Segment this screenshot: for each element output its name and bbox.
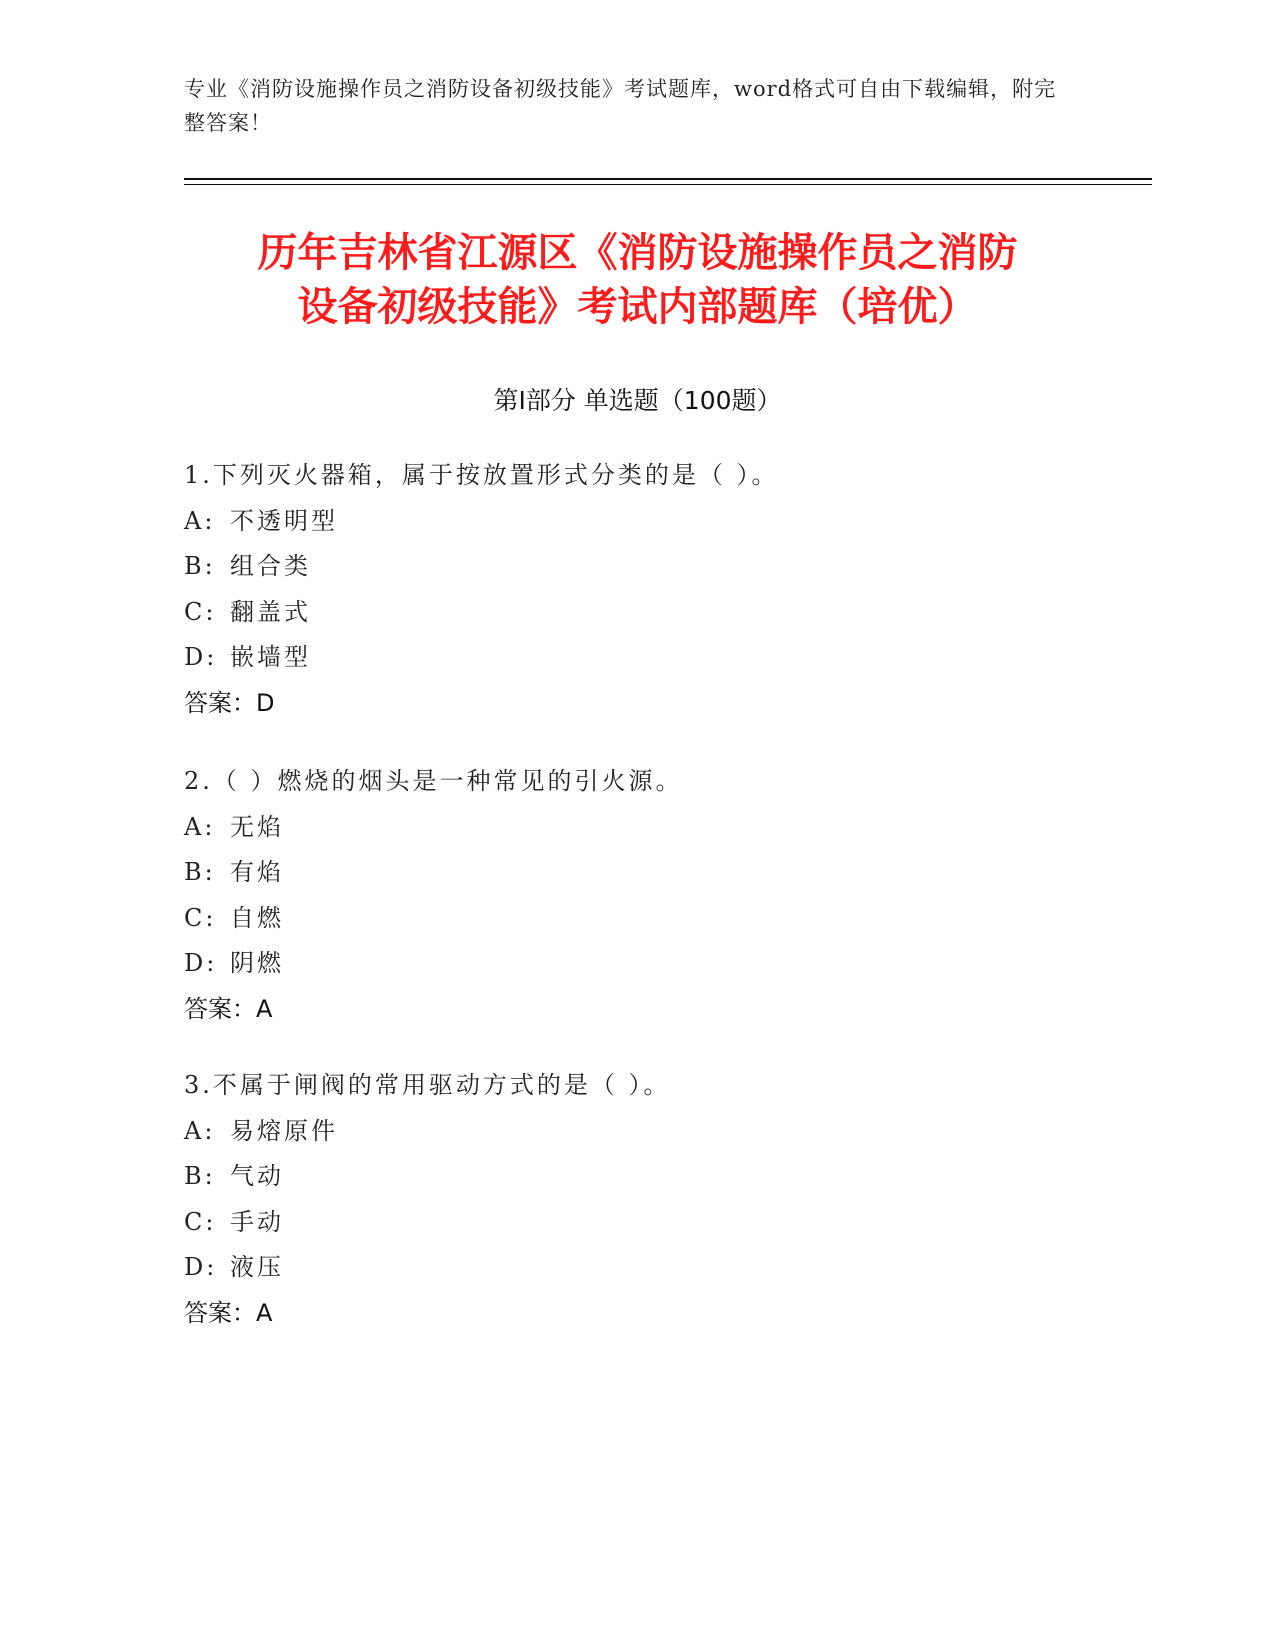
question-2: [184, 759, 1144, 1032]
option-letter: D:: [184, 643, 218, 671]
option-text: 阴燃: [230, 949, 284, 977]
option-d: [184, 941, 1144, 987]
option-text: 自燃: [230, 903, 284, 932]
option-text: 嵌墙型: [230, 643, 311, 671]
option-letter: C:: [184, 597, 217, 626]
option-letter: B:: [184, 858, 216, 886]
option-c: [184, 590, 1144, 636]
question-1: [184, 453, 1144, 726]
option-b: [184, 544, 1144, 590]
option-letter: A:: [184, 812, 216, 841]
answer-line: 答案：A: [184, 1298, 273, 1327]
option-text: 翻盖式: [230, 597, 311, 626]
option-text: 不透明型: [230, 506, 338, 535]
header-divider-thick: [184, 178, 1152, 180]
option-letter: C:: [184, 1207, 217, 1236]
option-letter: D:: [184, 949, 218, 977]
option-text: 易熔原件: [230, 1116, 338, 1145]
option-letter: A:: [184, 506, 216, 535]
option-text: 液压: [230, 1253, 284, 1281]
answer-line: 答案：D: [184, 688, 275, 717]
document-title: [150, 226, 1125, 334]
option-b: [184, 1154, 1144, 1200]
option-d: [184, 635, 1144, 681]
header-divider-thin: [184, 184, 1152, 185]
option-a: [184, 1109, 1144, 1155]
section-heading: 第Ⅰ部分 单选题（100题）: [493, 386, 782, 415]
option-a: [184, 499, 1144, 545]
option-c: [184, 896, 1144, 942]
option-letter: D:: [184, 1253, 218, 1281]
option-b: [184, 850, 1144, 896]
intro-text: 专业《消防设施操作员之消防设备初级技能》考试题库，word格式可自由下载编辑，附完整答案！: [184, 77, 1057, 135]
option-text: 气动: [230, 1162, 284, 1190]
option-c: [184, 1200, 1144, 1246]
option-letter: C:: [184, 903, 217, 932]
answer-line: 答案：A: [184, 994, 273, 1023]
question-stem: 2.（ ）燃烧的烟头是一种常见的引火源。: [184, 767, 683, 795]
title-line-2: 设备初级技能》考试内部题库（培优）: [297, 284, 978, 330]
option-d: [184, 1245, 1144, 1291]
option-letter: A:: [184, 1116, 216, 1145]
option-letter: B:: [184, 1162, 216, 1190]
option-letter: B:: [184, 552, 216, 580]
question-stem: 3.不属于闸阀的常用驱动方式的是（ ）。: [184, 1071, 671, 1099]
option-text: 手动: [230, 1207, 284, 1236]
title-line-1: 历年吉林省江源区《消防设施操作员之消防: [257, 230, 1018, 276]
option-text: 有焰: [230, 858, 284, 886]
question-stem: 1.下列灭火器箱，属于按放置形式分类的是（ ）。: [184, 461, 779, 489]
option-text: 组合类: [230, 552, 311, 580]
option-text: 无焰: [230, 812, 284, 841]
option-a: [184, 805, 1144, 851]
question-3: [184, 1063, 1144, 1336]
